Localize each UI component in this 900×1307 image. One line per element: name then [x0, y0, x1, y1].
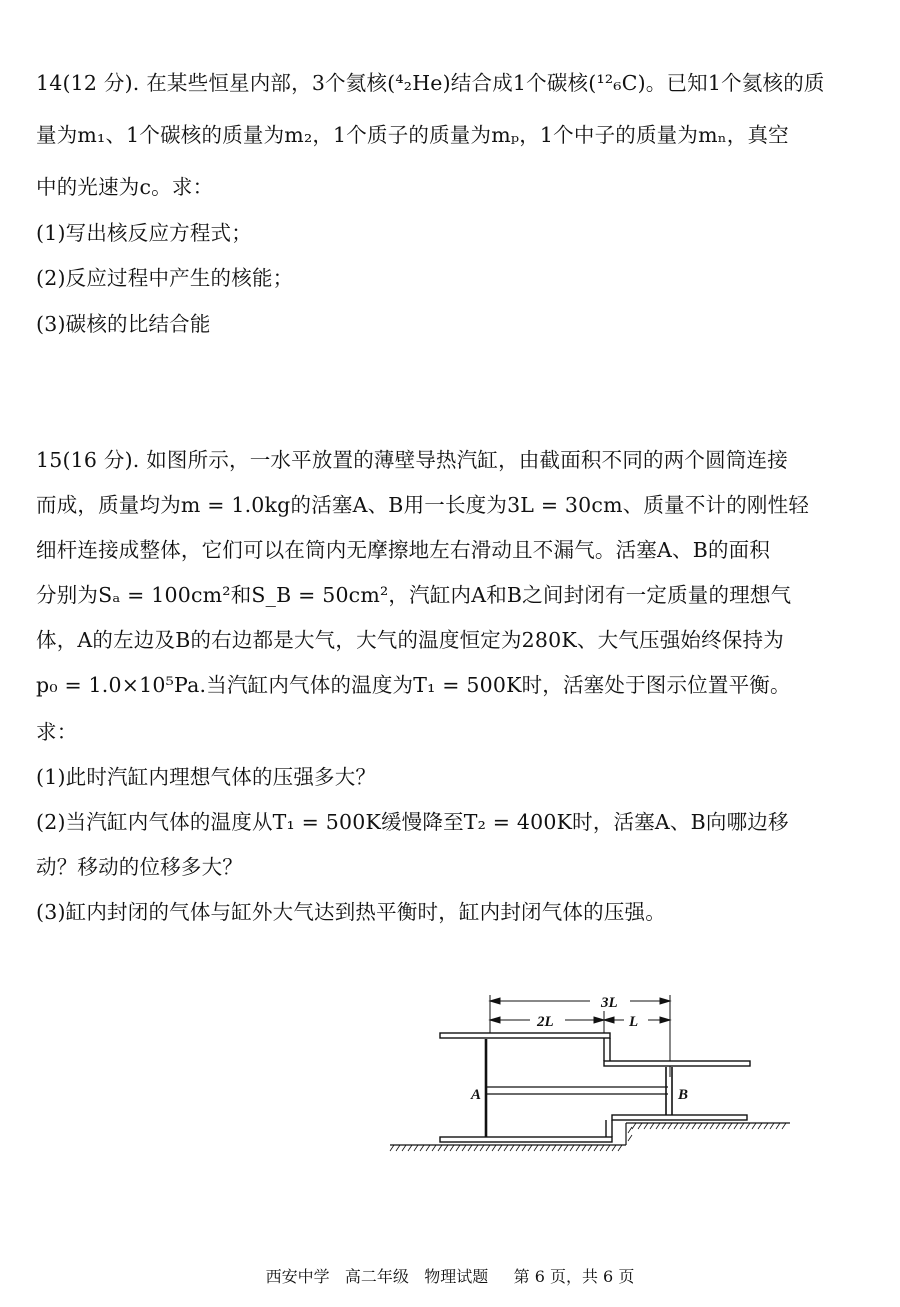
q15-line-2: 而成，质量均为m = 1.0kg的活塞A、B用一长度为3L = 30cm、质量不计的刚性轻	[36, 493, 810, 517]
q14-line-4: (1)写出核反应方程式；	[36, 221, 252, 245]
piston-label-A: A	[471, 1087, 482, 1103]
dim-label-3L: 3L	[601, 995, 618, 1011]
q15-line-10: 动？移动的位移多大？	[36, 855, 243, 879]
q15-line-5: 体，A的左边及B的右边都是大气，大气的温度恒定为280K、大气压强始终保持为	[36, 628, 784, 652]
dim-label-L: L	[629, 1014, 639, 1030]
q15-line-7: 求：	[36, 720, 78, 744]
q14-line-3: 中的光速为c。求：	[36, 175, 214, 199]
q14-line-6: (3)碳核的比结合能	[36, 312, 211, 336]
dim-label-2L: 2L	[537, 1014, 554, 1030]
piston-label-B: B	[678, 1087, 689, 1103]
q15-line-6: p₀ = 1.0×10⁵Pa.当汽缸内气体的温度为T₁ = 500K时，活塞处于图示位置平衡。	[36, 673, 791, 697]
q15-line-8: (1)此时汽缸内理想气体的压强多大？	[36, 765, 377, 789]
q15-line-1: 15(16 分). 如图所示，一水平放置的薄壁导热汽缸，由截面积不同的两个圆筒连接	[36, 448, 788, 472]
cylinder-figure	[380, 985, 800, 1165]
q15-line-3: 细杆连接成整体，它们可以在筒内无摩擦地左右滑动且不漏气。活塞A、B的面积	[36, 538, 771, 562]
q15-line-11: (3)缸内封闭的气体与缸外大气达到热平衡时，缸内封闭气体的压强。	[36, 900, 666, 924]
q14-line-5: (2)反应过程中产生的核能；	[36, 266, 294, 290]
q14-line-1: 14(12 分). 在某些恒星内部，3个氦核(⁴₂He)结合成1个碳核(¹²₆C)。已知1个氦核的质	[36, 71, 825, 95]
q15-line-9: (2)当汽缸内气体的温度从T₁ = 500K缓慢降至T₂ = 400K时，活塞A、B向哪边移	[36, 810, 789, 834]
page-footer: 西安中学 高二年级 物理试题 第 6 页，共 6 页	[265, 1267, 635, 1286]
q14-line-2: 量为m₁、1个碳核的质量为m₂，1个质子的质量为mₚ，1个中子的质量为mₙ，真空	[36, 123, 789, 147]
q15-line-4: 分别为Sₐ = 100cm²和S_B = 50cm²，汽缸内A和B之间封闭有一定质量的理想气	[36, 583, 792, 607]
